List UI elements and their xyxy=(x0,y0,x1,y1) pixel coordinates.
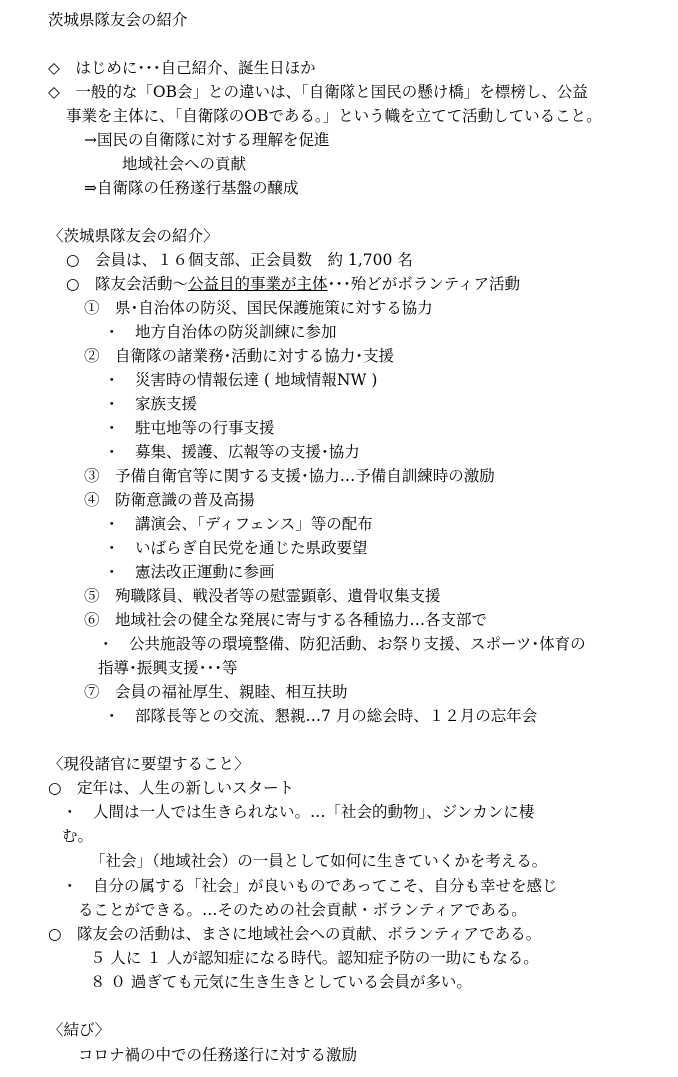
intro-line-1: ◇ はじめに･･･自己紹介、誕生日ほか xyxy=(48,59,316,77)
requests-line-1: ○ 定年は、人生の新しいスタート xyxy=(48,779,295,797)
item-2-bullet-b: ・ 家族支援 xyxy=(104,395,198,413)
item-4: ④ 防衛意識の普及高揚 xyxy=(84,491,255,509)
item-3: ③ 予備自衛官等に関する支援･協力…予備自訓練時の激励 xyxy=(84,467,495,485)
activity-prefix: ○ 隊友会活動～ xyxy=(66,275,189,293)
intro-line-5: 地域社会への貢献 xyxy=(122,155,247,173)
requests-line-8: ５ 人に １ 人が認知症になる時代。認知症予防の一助にもなる。 xyxy=(90,949,539,967)
section-heading-requests: 〈現役諸官に要望すること〉 xyxy=(48,755,250,773)
item-2-bullet-a: ・ 災害時の情報伝達 ( 地域情報NW ) xyxy=(104,371,378,389)
requests-line-7: ○ 隊友会の活動は、まさに地域社会への貢献、ボランティアである。 xyxy=(48,925,542,943)
requests-line-9: ８ ０ 過ぎても元気に生き生きとしている会員が多い。 xyxy=(90,973,472,991)
document-title: 茨城県隊友会の紹介 xyxy=(48,11,188,29)
requests-line-3: む。 xyxy=(62,827,94,845)
item-4-bullet-b: ・ いばらぎ自民党を通じた県政要望 xyxy=(104,539,368,557)
intro-line-3: 事業を主体に、「自衛隊のOBである。」という幟を立てて活動していること。 xyxy=(66,107,602,125)
item-6-bullet-a-cont: 指導･振興支援･･･等 xyxy=(98,659,238,677)
intro-line-2: ◇ 一般的な「OB会」との違いは、「自衛隊と国民の懸け橋」を標榜し、公益 xyxy=(48,83,588,101)
intro-line-6: ⇒自衛隊の任務遂行基盤の醸成 xyxy=(84,179,299,197)
item-2: ② 自衛隊の諸業務･活動に対する協力･支援 xyxy=(84,347,395,365)
closing-line-1: コロナ禍の中での任務遂行に対する激励 xyxy=(78,1046,358,1064)
item-2-bullet-c: ・ 駐屯地等の行事支援 xyxy=(104,419,275,437)
activity-underlined: 公益目的事業が主体 xyxy=(188,275,328,293)
activity-suffix: ･･･殆どがボランティア活動 xyxy=(327,275,521,293)
members-line: ○ 会員は、１６個支部、正会員数 約 1,700 名 xyxy=(66,251,413,269)
item-5: ⑤ 殉職隊員、戦没者等の慰霊顕彰、遺骨収集支援 xyxy=(84,587,441,605)
requests-line-4: 「社会」（地域社会）の一員として如何に生きていくかを考える。 xyxy=(90,852,548,870)
item-7: ⑦ 会員の福祉厚生、親睦、相互扶助 xyxy=(84,683,348,701)
item-6: ⑥ 地域社会の健全な発展に寄与する各種協力…各支部で xyxy=(84,611,488,629)
requests-line-5: ・ 自分の属する「社会」が良いものであってこそ、自分も幸せを感じ xyxy=(62,877,558,895)
item-1-bullet-a: ・ 地方自治体の防災訓練に参加 xyxy=(104,323,337,341)
item-7-bullet-a: ・ 部隊長等との交流、懇親…7 月の総会時、１２月の忘年会 xyxy=(104,707,538,725)
activity-line xyxy=(66,274,520,294)
intro-line-4: →国民の自衛隊に対する理解を促進 xyxy=(84,131,330,149)
item-1: ① 県･自治体の防災、国民保護施策に対する協力 xyxy=(84,299,433,317)
requests-line-2: ・ 人間は一人では生きられない。…「社会的動物」、ジンカンに棲 xyxy=(62,803,535,821)
section-heading-closing: 〈結び〉 xyxy=(48,1021,111,1039)
section-heading-introduction: 〈茨城県隊友会の紹介〉 xyxy=(48,227,219,245)
requests-line-6: ることができる。…そのための社会貢献・ボランティアである。 xyxy=(78,901,527,919)
item-6-bullet-a: ・ 公共施設等の環境整備、防犯活動、お祭り支援、スポーツ･体育の xyxy=(98,635,586,653)
item-2-bullet-d: ・ 募集、援護、広報等の支援･協力 xyxy=(104,443,360,461)
item-4-bullet-a: ・ 講演会、「ディフェンス」等の配布 xyxy=(104,515,373,533)
item-4-bullet-c: ・ 憲法改正運動に参画 xyxy=(104,563,275,581)
